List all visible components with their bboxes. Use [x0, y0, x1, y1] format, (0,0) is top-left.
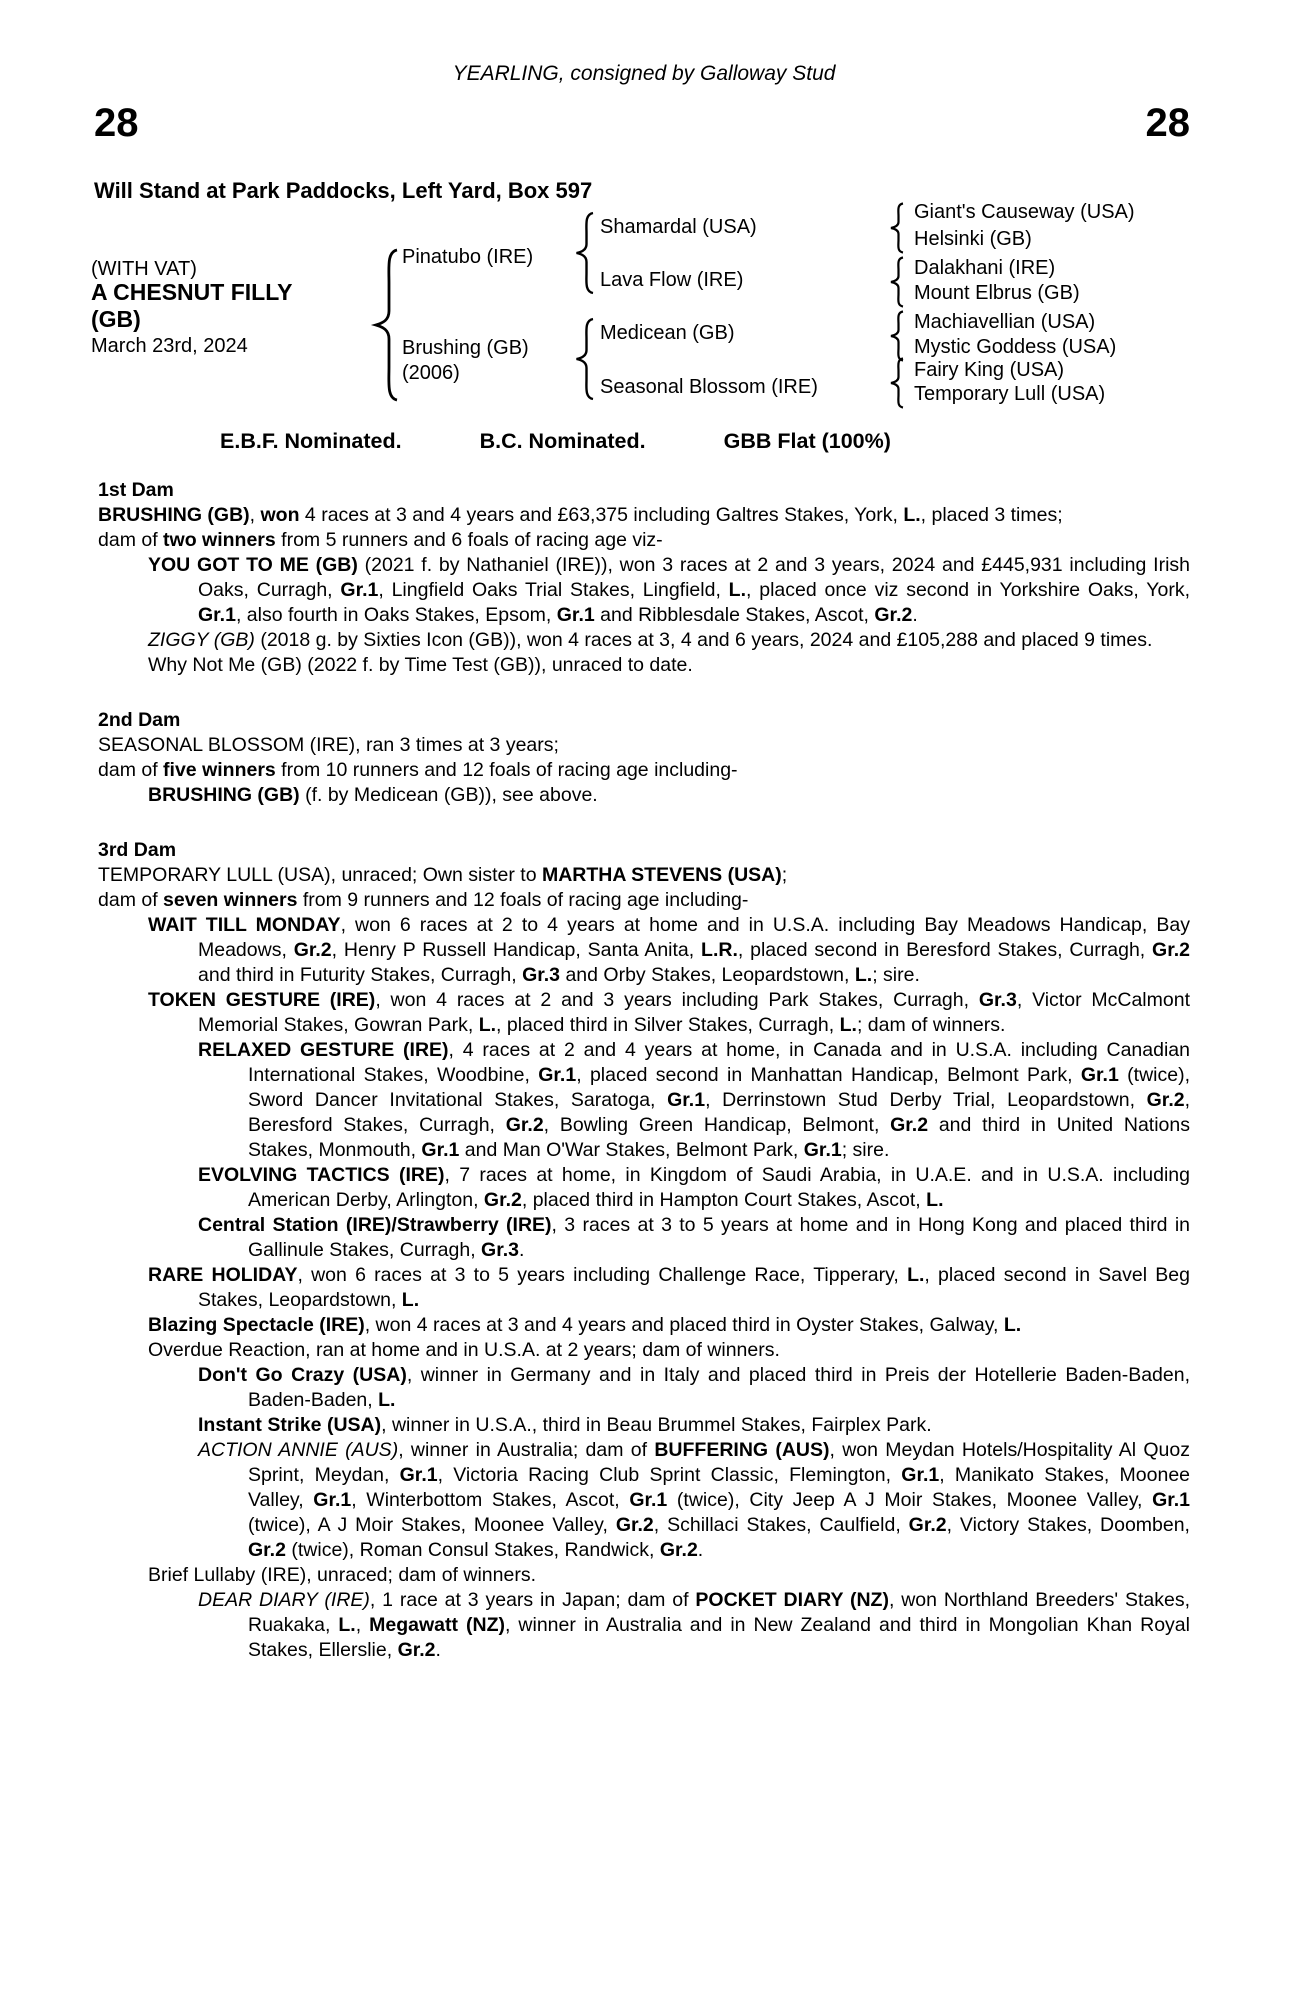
pedigree-paragraph: Central Station (IRE)/Strawberry (IRE), 3 races at 3 to 5 years at home and in Hong Kong and placed third in Gallinule Stakes, Curragh, Gr.3. [198, 1214, 1190, 1261]
pedigree-paragraph: ACTION ANNIE (AUS), winner in Australia; dam of BUFFERING (AUS), won Meydan Hotels/Hospitality Al Quoz Sprint, Meydan, Gr.1, Victoria Racing Club Sprint Classic, Flemington, Gr.1, Manikato Stakes, Moonee Valley, Gr.1, Winterbottom Stakes, Ascot, Gr.1 (twice), City Jeep A J Moir Stakes, Moonee Valley, Gr.1 (twice), A J Moir Stakes, Moonee Valley, Gr.2, Schillaci Stakes, Caulfield, Gr.2, Victory Stakes, Doomben, Gr.2 (twice), Roman Consul Stakes, Randwick, Gr.2. [198, 1439, 1191, 1561]
dam-sire-name: Medicean (GB) [600, 322, 735, 344]
pedigree-paragraph: RARE HOLIDAY, won 6 races at 3 to 5 years including Challenge Race, Tipperary, L., placed second in Savel Beg Stakes, Leopardstown, L. [148, 1264, 1190, 1311]
pedigree-paragraph: Overdue Reaction, ran at home and in U.S.A. at 2 years; dam of winners. [148, 1339, 780, 1361]
lot-number-left: 28 [94, 101, 139, 145]
pedigree-brace-gp-2 [886, 256, 906, 308]
dam-section-heading: 1st Dam [98, 479, 174, 501]
sire-dam-name: Lava Flow (IRE) [600, 269, 744, 291]
gbb-status: GBB Flat (100%) [723, 429, 891, 453]
nominations-line [220, 429, 891, 454]
pedigree-paragraph: BRUSHING (GB) (f. by Medicean (GB)), see above. [148, 784, 598, 806]
horse-name-suffix: (GB) [91, 306, 141, 332]
pedigree-paragraph: DEAR DIARY (IRE), 1 race at 3 years in Japan; dam of POCKET DIARY (NZ), won Northland Breeders' Stakes, Ruakaka, L., Megawatt (NZ), winner in Australia and in New Zealand and third in Mongolian Khan Royal Stakes, Ellerslie, Gr.2. [198, 1589, 1190, 1661]
pedigree-paragraph: Blazing Spectacle (IRE), won 4 races at 3 and 4 years and placed third in Oyster Stakes, Galway, L. [148, 1314, 1022, 1336]
dam-year: (2006) [402, 362, 460, 384]
great-grandparent-name: Temporary Lull (USA) [914, 383, 1106, 405]
pedigree-brace-gp-3 [886, 310, 906, 362]
pedigree-brace-sire [572, 211, 596, 295]
pedigree-paragraph: Instant Strike (USA), winner in U.S.A., third in Beau Brummel Stakes, Fairplex Park. [198, 1414, 932, 1436]
pedigree-paragraph: dam of two winners from 5 runners and 6 foals of racing age viz- [98, 529, 663, 551]
pedigree-paragraph: Brief Lullaby (IRE), unraced; dam of winners. [148, 1564, 537, 1586]
vat-note: (WITH VAT) [91, 258, 197, 280]
pedigree-paragraph: BRUSHING (GB), won 4 races at 3 and 4 years and £63,375 including Galtres Stakes, York, L., placed 3 times; [98, 504, 1063, 526]
pedigree-paragraph: Don't Go Crazy (USA), winner in Germany and in Italy and placed third in Preis der Hotellerie Baden-Baden, Baden-Baden, L. [198, 1364, 1191, 1411]
great-grandparent-name: Machiavellian (USA) [914, 311, 1096, 333]
pedigree-paragraph: Why Not Me (GB) (2022 f. by Time Test (GB)), unraced to date. [148, 654, 693, 676]
dam-sections [98, 478, 1190, 1663]
pedigree-brace-gp-1 [886, 202, 906, 254]
great-grandparent-name: Helsinki (GB) [914, 228, 1032, 250]
pedigree-paragraph: SEASONAL BLOSSOM (IRE), ran 3 times at 3 years; [98, 734, 559, 756]
great-grandparent-name: Mount Elbrus (GB) [914, 282, 1080, 304]
consignor-line: YEARLING, consigned by Galloway Stud [452, 62, 836, 85]
stand-location-line: Will Stand at Park Paddocks, Left Yard, Box 597 [94, 178, 593, 203]
lot-number-right: 28 [1145, 101, 1190, 145]
sire-name: Pinatubo (IRE) [402, 246, 534, 268]
pedigree-paragraph: ZIGGY (GB) (2018 g. by Sixties Icon (GB)), won 4 races at 3, 4 and 6 years, 2024 and £105,288 and placed 9 times. [148, 629, 1153, 651]
dam-section-heading: 2nd Dam [98, 709, 181, 731]
foaling-date: March 23rd, 2024 [91, 335, 248, 357]
pedigree-brace-gp-4 [886, 357, 906, 409]
horse-name: A CHESNUT FILLY [91, 279, 293, 305]
dam-name: Brushing (GB) [402, 337, 529, 359]
bc-nomination: B.C. Nominated. [479, 429, 646, 453]
pedigree-paragraph: dam of seven winners from 9 runners and 12 foals of racing age including- [98, 889, 749, 911]
sire-sire-name: Shamardal (USA) [600, 216, 757, 238]
pedigree-paragraph: WAIT TILL MONDAY, won 6 races at 2 to 4 years at home and in U.S.A. including Bay Meadows Handicap, Bay Meadows, Gr.2, Henry P Russell Handicap, Santa Anita, L.R., placed second in Beresford Stakes, Curragh, Gr.2 and third in Futurity Stakes, Curragh, Gr.3 and Orby Stakes, Leopardstown, L.; sire. [148, 914, 1190, 986]
pedigree-paragraph: RELAXED GESTURE (IRE), 4 races at 2 and 4 years at home, in Canada and in U.S.A. including Canadian International Stakes, Woodbine, Gr.1, placed second in Manhattan Handicap, Belmont Park, Gr.1 (twice), Sword Dancer Invitational Stakes, Saratoga, Gr.1, Derrinstown Stud Derby Trial, Leopardstown, Gr.2, Beresford Stakes, Curragh, Gr.2, Bowling Green Handicap, Belmont, Gr.2 and third in United Nations Stakes, Monmouth, Gr.1 and Man O'War Stakes, Belmont Park, Gr.1; sire. [198, 1039, 1191, 1161]
pedigree-brace-main [370, 247, 400, 403]
pedigree-paragraph: TEMPORARY LULL (USA), unraced; Own sister to MARTHA STEVENS (USA); [98, 864, 788, 886]
pedigree-paragraph: TOKEN GESTURE (IRE), won 4 races at 2 and 3 years including Park Stakes, Curragh, Gr.3, Victor McCalmont Memorial Stakes, Gowran Park, L., placed third in Silver Stakes, Curragh, L.; dam of winners. [148, 989, 1190, 1036]
great-grandparent-name: Dalakhani (IRE) [914, 257, 1056, 279]
pedigree-paragraph: YOU GOT TO ME (GB) (2021 f. by Nathaniel (IRE)), won 3 races at 2 and 3 years, 2024 and £445,931 including Irish Oaks, Curragh, Gr.1, Lingfield Oaks Trial Stakes, Lingfield, L., placed once viz second in Yorkshire Oaks, York, Gr.1, also fourth in Oaks Stakes, Epsom, Gr.1 and Ribblesdale Stakes, Ascot, Gr.2. [148, 554, 1190, 626]
dam-dam-name: Seasonal Blossom (IRE) [600, 376, 818, 398]
pedigree-tree [0, 195, 1315, 445]
great-grandparent-name: Mystic Goddess (USA) [914, 336, 1117, 358]
great-grandparent-name: Giant's Causeway (USA) [914, 201, 1135, 223]
ebf-nomination: E.B.F. Nominated. [220, 429, 402, 453]
pedigree-paragraph: dam of five winners from 10 runners and 12 foals of racing age including- [98, 759, 738, 781]
pedigree-brace-dam [572, 317, 596, 401]
great-grandparent-name: Fairy King (USA) [914, 359, 1065, 381]
pedigree-paragraph: EVOLVING TACTICS (IRE), 7 races at home, in Kingdom of Saudi Arabia, in U.A.E. and in U.S.A. including American Derby, Arlington, Gr.2, placed third in Hampton Court Stakes, Ascot, L. [198, 1164, 1190, 1211]
dam-section-heading: 3rd Dam [98, 839, 177, 861]
